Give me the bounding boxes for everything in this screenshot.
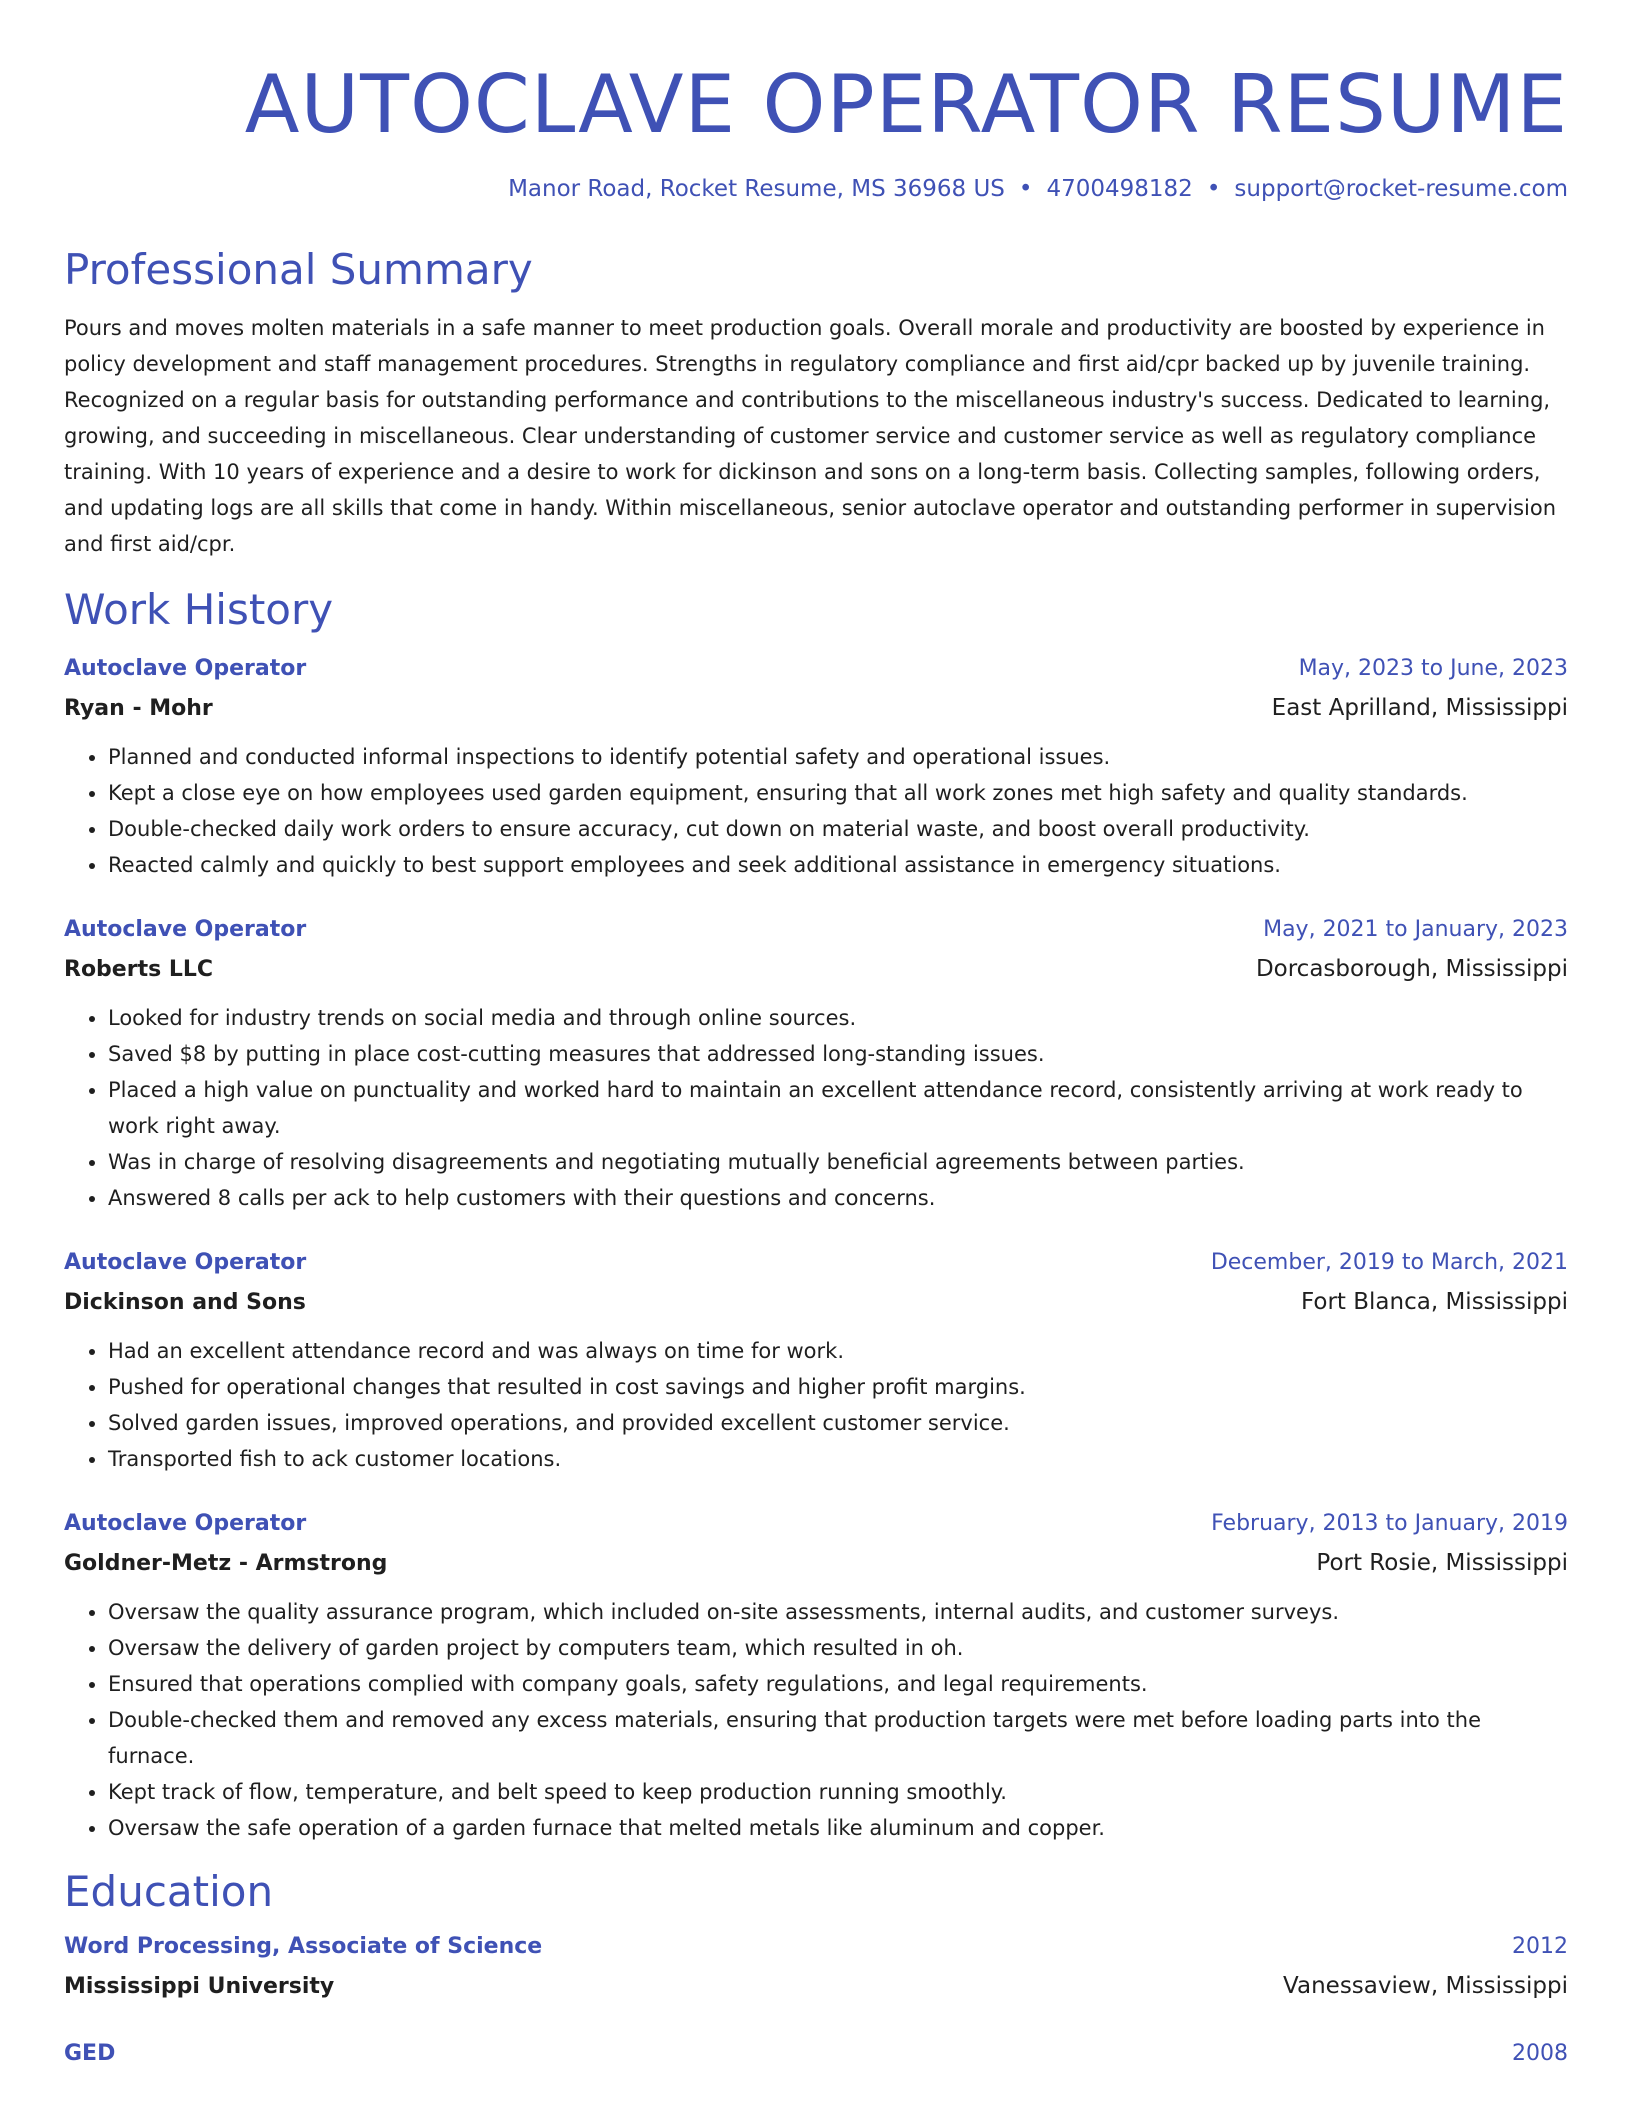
education-heading: Education bbox=[64, 1867, 274, 1916]
education-degree: Word Processing, Associate of Science bbox=[64, 1934, 543, 1959]
contact-phone: 4700498182 bbox=[1046, 176, 1193, 202]
education-location: Vanessaview, Mississippi bbox=[1283, 1973, 1568, 1999]
job-bullets bbox=[64, 1333, 1568, 1477]
job-bullets bbox=[64, 1000, 1568, 1216]
job-title: Autoclave Operator bbox=[64, 656, 307, 681]
job-company: Ryan - Mohr bbox=[64, 696, 213, 721]
job-bullet: • Planned and conducted informal inspections to identify potential safety and operational issues. bbox=[108, 739, 1568, 775]
education-degree: GED bbox=[64, 2041, 116, 2066]
job-dates: May, 2021 to January, 2023 bbox=[1263, 917, 1568, 942]
job-title: Autoclave Operator bbox=[64, 1511, 307, 1536]
education-year: 2008 bbox=[1512, 2041, 1568, 2066]
job-dates: December, 2019 to March, 2021 bbox=[1210, 1250, 1568, 1275]
education-year: 2012 bbox=[1512, 1934, 1568, 1959]
job-bullet: • Transported fish to ack customer locations. bbox=[108, 1441, 1568, 1477]
contact-separator: • bbox=[1018, 176, 1033, 202]
job-entry bbox=[64, 650, 1568, 883]
job-title: Autoclave Operator bbox=[64, 1250, 307, 1275]
summary-text: Pours and moves molten materials in a safe manner to meet production goals. Overall morale and productivity are boosted by experience in policy development and staff management procedures. Strengths in regulatory compliance and first aid/cpr backed up by juvenile training. Recognized on a regular basis for outstanding performance and contributions to the miscellaneous industry's success. Dedicated to learning, growing, and succeeding in miscellaneous. Clear understanding of customer service and customer service as well as regulatory compliance training. With 10 years of experience and a desire to work for dickinson and sons on a long-term basis. Collecting samples, following orders, and updating logs are all skills that come in handy. Within miscellaneous, senior autoclave operator and outstanding performer in supervision and first aid/cpr. bbox=[64, 316, 1557, 556]
contact-address: Manor Road, Rocket Resume, MS 36968 US bbox=[508, 176, 1005, 202]
job-bullet: • Kept a close eye on how employees used garden equipment, ensuring that all work zones met high safety and quality standards. bbox=[108, 775, 1568, 811]
job-bullet: • Kept track of flow, temperature, and belt speed to keep production running smoothly. bbox=[108, 1774, 1568, 1810]
job-bullet: • Oversaw the quality assurance program, which included on-site assessments, internal audits, and customer surveys. bbox=[108, 1594, 1568, 1630]
job-bullet: • Saved $8 by putting in place cost-cutting measures that addressed long-standing issues. bbox=[108, 1036, 1568, 1072]
job-location: Dorcasborough, Mississippi bbox=[1255, 956, 1568, 982]
job-company: Dickinson and Sons bbox=[64, 1290, 306, 1315]
job-bullet: • Solved garden issues, improved operations, and provided excellent customer service. bbox=[108, 1405, 1568, 1441]
work-section bbox=[64, 582, 1568, 1846]
job-bullet: • Was in charge of resolving disagreements and negotiating mutually beneficial agreements between parties. bbox=[108, 1144, 1568, 1180]
work-heading: Work History bbox=[64, 585, 334, 634]
job-location: Port Rosie, Mississippi bbox=[1316, 1550, 1568, 1576]
job-bullet: • Oversaw the safe operation of a garden furnace that melted metals like aluminum and copper. bbox=[108, 1810, 1568, 1846]
job-bullets bbox=[64, 739, 1568, 883]
resume-title: AUTOCLAVE OPERATOR RESUME bbox=[244, 58, 1568, 151]
education-entry bbox=[64, 2035, 1568, 2073]
job-title: Autoclave Operator bbox=[64, 917, 307, 942]
education-entry bbox=[64, 1928, 1568, 2007]
resume-page bbox=[64, 0, 1568, 2073]
job-dates: May, 2023 to June, 2023 bbox=[1298, 656, 1568, 681]
education-school: Mississippi University bbox=[64, 1974, 335, 1999]
job-bullet: • Oversaw the delivery of garden project by computers team, which resulted in oh. bbox=[108, 1630, 1568, 1666]
job-company: Goldner-Metz - Armstrong bbox=[64, 1551, 388, 1576]
contact-email[interactable]: support@rocket-resume.com bbox=[1234, 176, 1568, 202]
job-bullets bbox=[64, 1594, 1568, 1846]
job-bullet: • Ensured that operations complied with company goals, safety regulations, and legal requirements. bbox=[108, 1666, 1568, 1702]
contact-line bbox=[64, 172, 1568, 206]
education-section bbox=[64, 1864, 1568, 2073]
contact-separator: • bbox=[1206, 176, 1221, 202]
job-dates: February, 2013 to January, 2019 bbox=[1211, 1511, 1568, 1536]
job-entry bbox=[64, 1244, 1568, 1477]
job-entry bbox=[64, 911, 1568, 1216]
job-bullet: • Placed a high value on punctuality and worked hard to maintain an excellent attendance record, consistently arriving at work ready to work right away. bbox=[108, 1072, 1568, 1144]
job-location: Fort Blanca, Mississippi bbox=[1300, 1289, 1568, 1315]
job-bullet: • Reacted calmly and quickly to best support employees and seek additional assistance in emergency situations. bbox=[108, 847, 1568, 883]
job-bullet: • Looked for industry trends on social media and through online sources. bbox=[108, 1000, 1568, 1036]
job-bullet: • Had an excellent attendance record and was always on time for work. bbox=[108, 1333, 1568, 1369]
job-bullet: • Pushed for operational changes that resulted in cost savings and higher profit margins. bbox=[108, 1369, 1568, 1405]
job-location: East Aprilland, Mississippi bbox=[1271, 695, 1568, 721]
job-entry bbox=[64, 1505, 1568, 1846]
job-company: Roberts LLC bbox=[64, 957, 214, 982]
summary-heading: Professional Summary bbox=[64, 245, 533, 294]
summary-section bbox=[64, 242, 1568, 562]
job-bullet: • Answered 8 calls per ack to help customers with their questions and concerns. bbox=[108, 1180, 1568, 1216]
job-bullet: • Double-checked daily work orders to ensure accuracy, cut down on material waste, and boost overall productivity. bbox=[108, 811, 1568, 847]
job-bullet: • Double-checked them and removed any excess materials, ensuring that production targets were met before loading parts into the furnace. bbox=[108, 1702, 1568, 1774]
